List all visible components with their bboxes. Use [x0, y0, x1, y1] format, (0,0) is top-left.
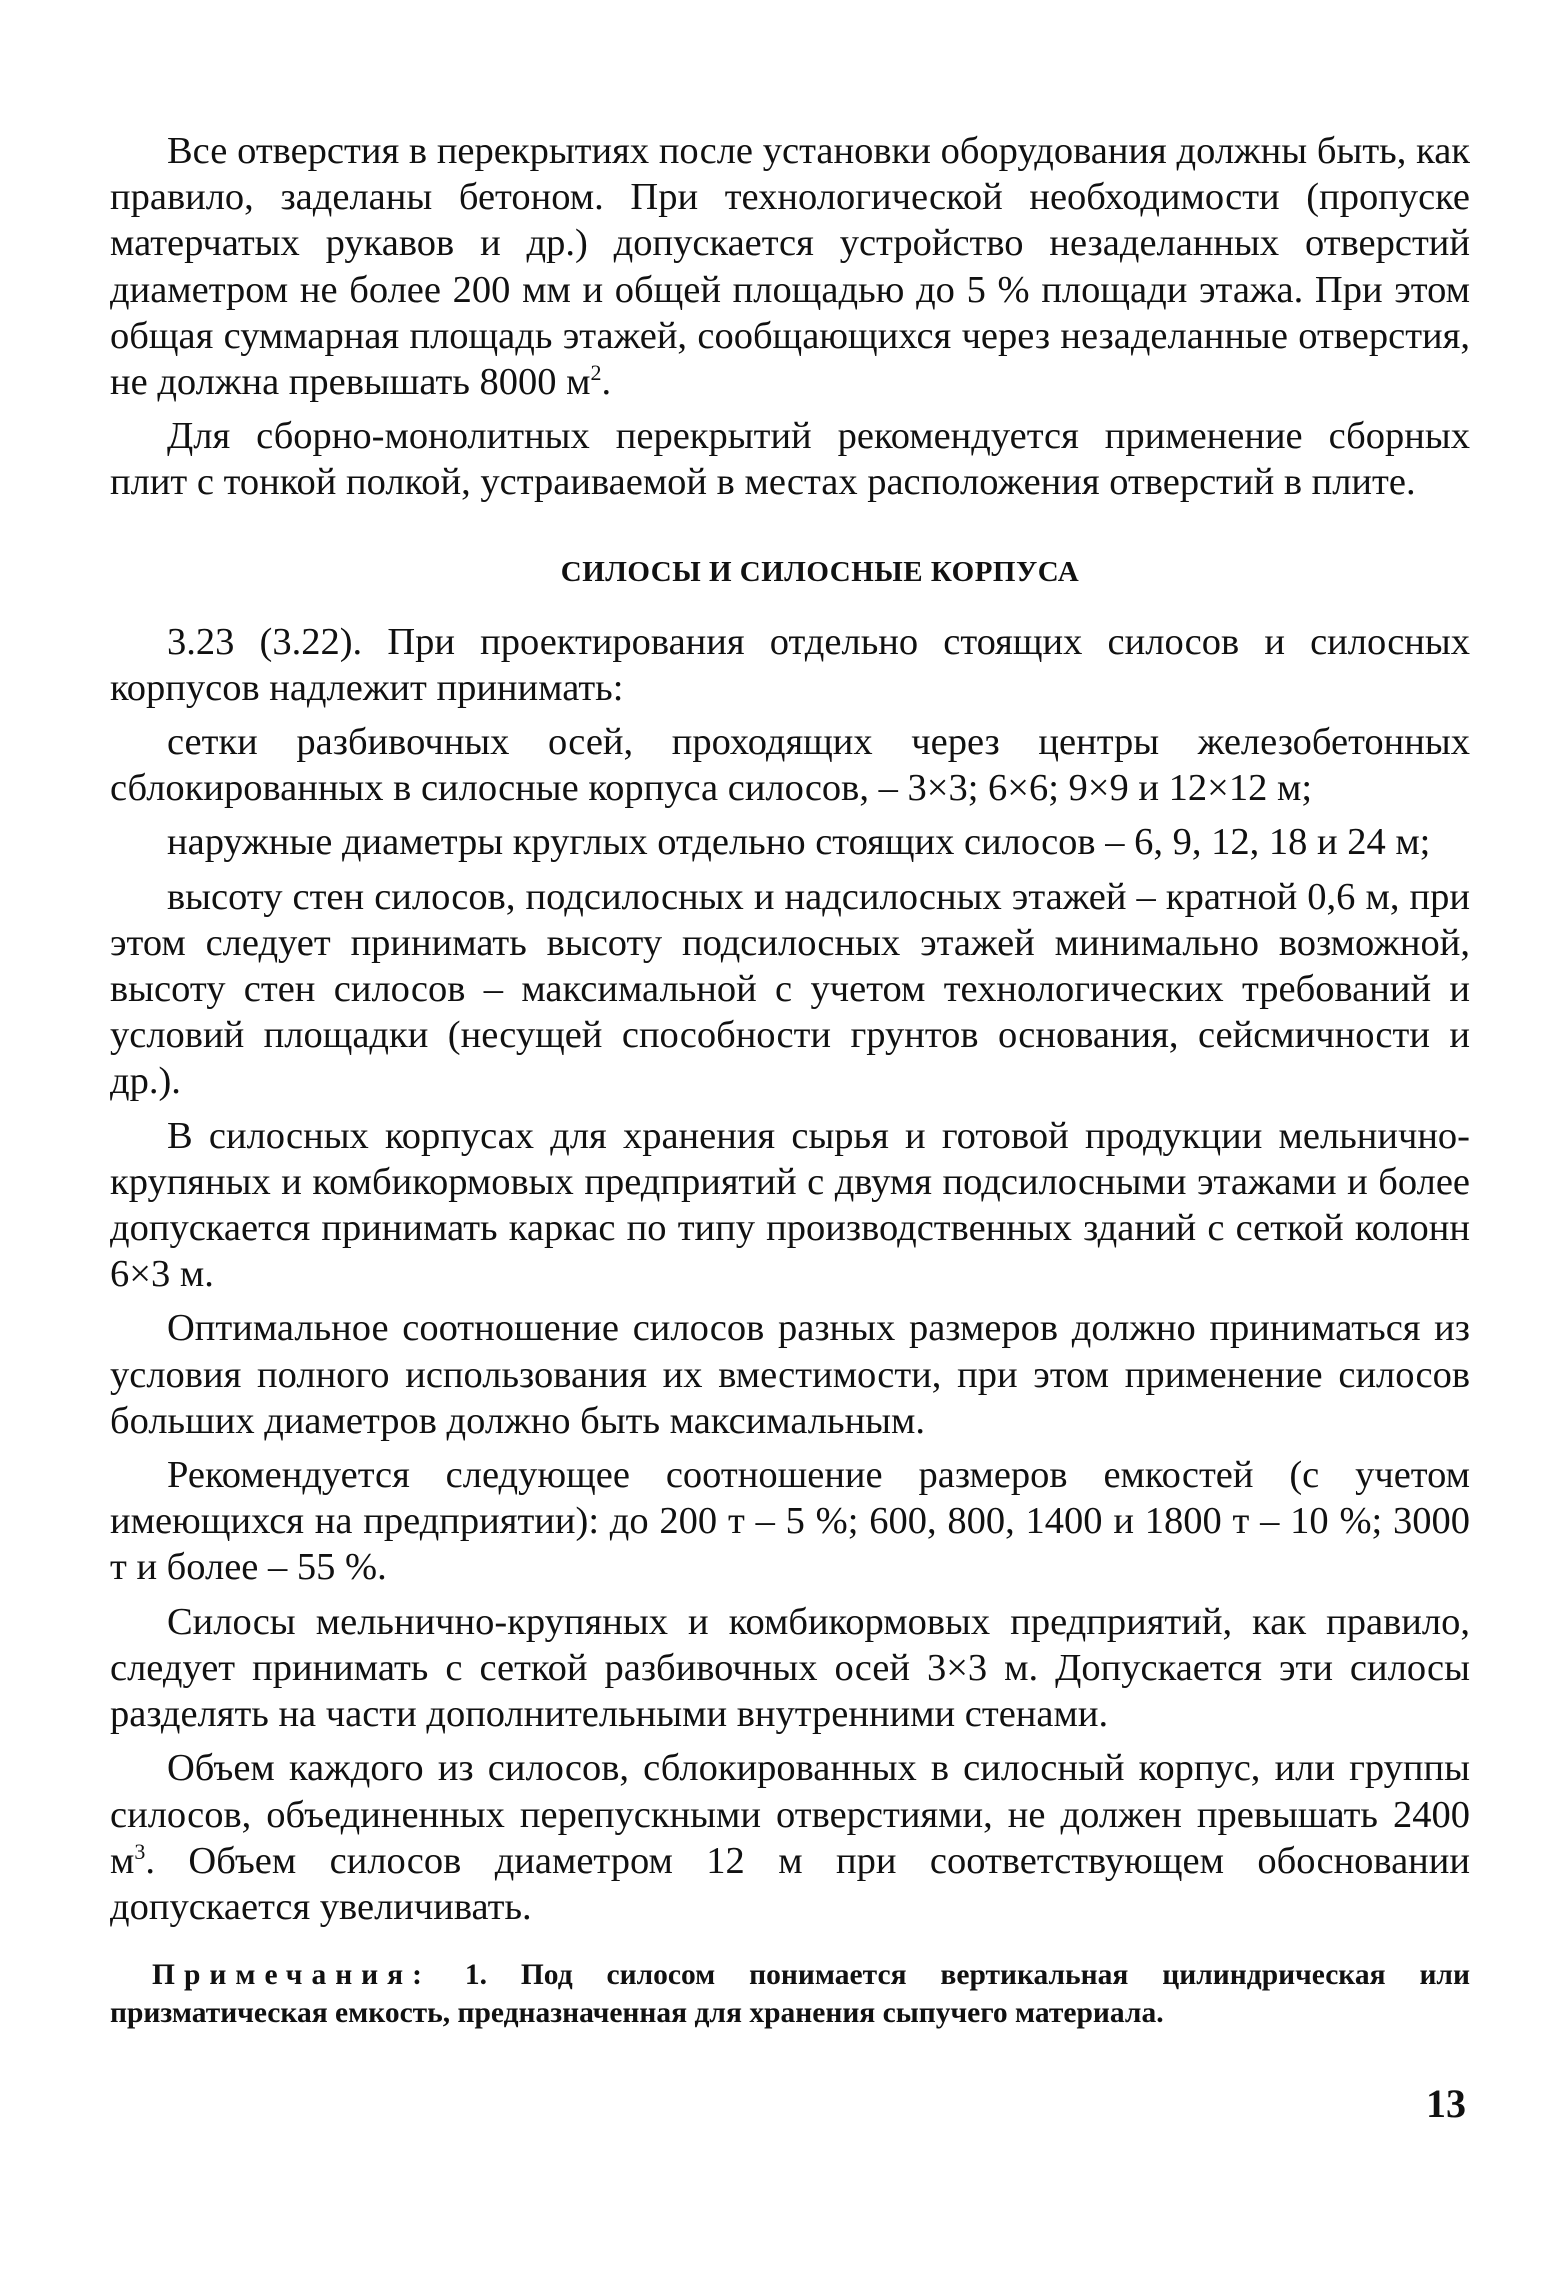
paragraph-heights: высоту стен силосов, подсилосных и надсилосных этажей – кратной 0,6 м, при этом следует принимать высоту подсилосных этажей минимально возможной, высоту стен силосов – максимальной с учетом технологических требований и условий площадки (несущей способности грунтов основания, сейсмичности и др.).: [110, 875, 1470, 1103]
paragraph-openings-end: .: [601, 361, 612, 404]
paragraph-3-23: 3.23 (3.22). При проектирования отдельно стоящих силосов и силосных корпусов надлежит принимать:: [110, 620, 1470, 709]
superscript-2: 2: [590, 360, 602, 386]
paragraph-diameters: наружные диаметры круглых отдельно стоящих силосов – 6, 9, 12, 18 и 24 м;: [167, 821, 1431, 864]
note-label: Примечания:: [152, 1959, 431, 1992]
paragraph-recommended: Рекомендуется следующее соотношение размеров емкостей (с учетом имеющихся на предприятии): до 200 т – 5 %; 600, 800, 1400 и 1800 т – 10 %; 3000 т и более – 55 %.: [110, 1454, 1470, 1589]
paragraph-frame: В силосных корпусах для хранения сырья и готовой продукции мельнично-крупяных и комбикормовых предприятий с двумя подсилосными этажами и более допускается принимать каркас по типу производственных зданий с сеткой колонн 6×3 м.: [110, 1114, 1470, 1296]
note: [110, 1956, 1470, 2032]
note-text: 1. Под силосом понимается вертикальная цилиндрическая или призматическая емкость, предназначенная для хранения сыпучего материала.: [110, 1959, 1470, 2030]
paragraph-ratio: Оптимальное соотношение силосов разных размеров должно приниматься из условия полного использования их вместимости, при этом применение силосов больших диаметров должно быть максимальным.: [110, 1307, 1470, 1442]
paragraph-openings: [110, 128, 1470, 405]
paragraph-mill-silos: Силосы мельнично-крупяных и комбикормовых предприятий, как правило, следует принимать с сеткой разбивочных осей 3×3 м. Допускается эти силосы разделять на части дополнительными внутренними стенами.: [110, 1600, 1470, 1736]
paragraph-volume-end: . Объем силосов диаметром 12 м при соответствующем обосновании допускается увеличивать.: [110, 1839, 1470, 1928]
page-number: 13: [1426, 2081, 1466, 2126]
section-heading: СИЛОСЫ И СИЛОСНЫЕ КОРПУСА: [560, 555, 1080, 588]
superscript-3: 3: [134, 1838, 146, 1864]
paragraph-slabs: Для сборно-монолитных перекрытий рекомендуется применение сборных плит с тонкой полкой, устраиваемой в местах расположения отверстий в плите.: [110, 415, 1470, 504]
paragraph-volume-text: Объем каждого из силосов, сблокированных в силосный корпус, или группы силосов, объединенных перепускными отверстиями, не должен превышать 2400 м: [110, 1747, 1470, 1882]
paragraph-openings-text: Все отверстия в перекрытиях после установки оборудования должны быть, как правило, заделаны бетоном. При технологической необходимости (пропуске матерчатых рукавов и др.) допускается устройство незаделанных отверстий диаметром не более 200 мм и общей площадью до 5 % площади этажа. При этом общая суммарная площадь этажей, сообщающихся через незаделанные отверстия, не должна превышать 8000 м: [110, 130, 1470, 404]
document-page: [110, 128, 1470, 2032]
paragraph-volume: [110, 1745, 1470, 1930]
paragraph-grids: сетки разбивочных осей, проходящих через центры железобетонных сблокированных в силосные корпуса силосов, – 3×3; 6×6; 9×9 и 12×12 м;: [110, 721, 1470, 810]
